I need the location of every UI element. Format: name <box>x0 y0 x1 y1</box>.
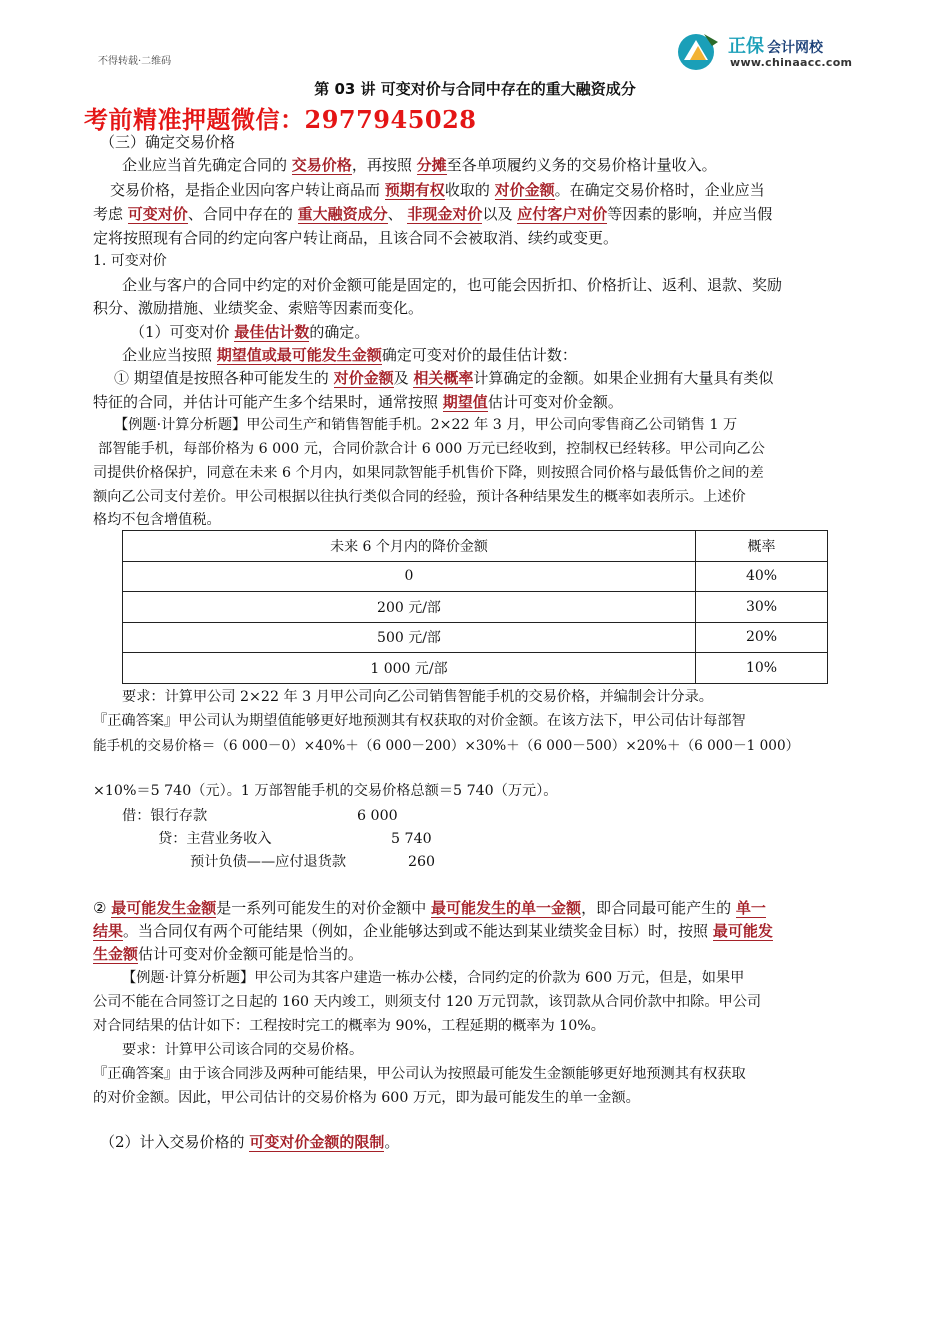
table-cell: 0 <box>123 561 696 592</box>
lecture-title: 第 03 讲 可变对价与合同中存在的重大融资成分 <box>314 80 636 98</box>
section-heading: （三）确定交易价格 <box>100 133 236 151</box>
brand-sub: 会计网校 <box>767 40 823 56</box>
key-term: 相关概率 <box>413 369 474 387</box>
paragraph-line: 积分、激励措施、业绩奖金、索赔等因素而变化。 <box>93 299 424 317</box>
key-term: 期望值或最可能发生金额 <box>216 346 382 364</box>
table-cell: 200 元/部 <box>123 592 696 623</box>
table-row <box>123 592 828 623</box>
table-cell: 20% <box>696 622 828 653</box>
paragraph-line: 考虑 可变对价、合同中存在的 重大融资成分、 非现金对价以及 应付客户对价等因素的影响，并应当假 <box>93 205 773 223</box>
example-line: 【例题·计算分析题】甲公司为其客户建造一栋办公楼，合同约定的价款为 600 万元，但是，如果甲 <box>122 970 745 986</box>
table-cell: 500 元/部 <box>123 622 696 653</box>
key-term: 可变对价金额的限制 <box>249 1133 385 1151</box>
answer-line: 『正确答案』甲公司认为期望值能够更好地预测其有权获取的对价金额。在该方法下，甲公司估计每部智 <box>93 713 746 729</box>
brand-url[interactable]: www.chinaacc.com <box>730 56 853 69</box>
table-header-row <box>123 531 828 562</box>
requirement-line: 要求：计算甲公司该合同的交易价格。 <box>122 1042 364 1058</box>
paragraph-line: 企业应当首先确定合同的 交易价格，再按照 分摊至各单项履约义务的交易价格计量收入。 <box>122 156 717 174</box>
section-heading: 1. 可变对价 <box>93 253 167 269</box>
answer-line: ×10%＝5 740（元）。1 万部智能手机的交易价格总额＝5 740（万元）。 <box>93 783 558 799</box>
table-cell: 30% <box>696 592 828 623</box>
key-term: 分摊 <box>416 156 447 174</box>
brand-logo[interactable] <box>676 30 866 72</box>
paragraph-line: 交易价格，是指企业因向客户转让商品而 预期有权收取的 对价金额。在确定交易价格时，企业应当 <box>110 181 765 199</box>
key-term: 非现金对价 <box>407 205 483 223</box>
key-term: 生金额 <box>93 945 139 963</box>
key-term: 预期有权 <box>384 181 445 199</box>
journal-amount: 5 740 <box>391 831 432 847</box>
paragraph-line: ② 最可能发生金额是一系列可能发生的对价金额中 最可能发生的单一金额，即合同最可能产生的 单一 <box>93 899 766 917</box>
answer-line: 『正确答案』由于该合同涉及两种可能结果，甲公司认为按照最可能发生金额能够更好地预测其有权获取 <box>93 1066 746 1082</box>
table-cell: 10% <box>696 653 828 684</box>
key-term: 最可能发生的单一金额 <box>431 899 582 917</box>
example-line: 部智能手机，每部价格为 6 000 元，合同价款合计 6 000 万元已经收到，控制权已经转移。甲公司向乙公 <box>98 441 765 457</box>
paragraph-line: 特征的合同，并估计可能产生多个结果时，通常按照 期望值估计可变对价金额。 <box>93 393 623 411</box>
table-row <box>123 561 828 592</box>
paragraph-line: 定将按照现有合同的约定向客户转让商品，且该合同不会被取消、续约或变更。 <box>93 229 619 247</box>
table-header: 概率 <box>696 531 828 562</box>
journal-entry-credit: 预计负债——应付退货款 <box>190 854 347 870</box>
key-term: 应付客户对价 <box>517 205 608 223</box>
paragraph-line: 企业与客户的合同中约定的对价金额可能是固定的，也可能会因折扣、价格折让、返利、退款、奖励 <box>122 276 783 294</box>
example-line: 额向乙公司支付差价。甲公司根据以往执行类似合同的经验，预计各种结果发生的概率如表所示。上述价 <box>93 489 746 505</box>
section-heading: （2）计入交易价格的 可变对价金额的限制。 <box>100 1133 400 1151</box>
brand-name: 正保 <box>728 36 764 57</box>
journal-entry-credit: 贷：主营业务收入 <box>158 831 272 847</box>
key-term: 交易价格 <box>291 156 352 174</box>
journal-amount: 6 000 <box>357 808 398 824</box>
key-term: 最可能发生金额 <box>111 899 217 917</box>
promo-banner: 考前精准押题微信：2977945028 <box>84 105 477 134</box>
answer-line: 的对价金额。因此，甲公司估计的交易价格为 600 万元，即为最可能发生的单一金额。 <box>93 1090 640 1106</box>
paragraph-line: ① 期望值是按照各种可能发生的 对价金额及 相关概率计算确定的金额。如果企业拥有大量具有类似 <box>114 369 774 387</box>
key-term: 可变对价 <box>127 205 188 223</box>
example-line: 司提供价格保护，同意在未来 6 个月内，如果同款智能手机售价下降，则按照合同价格与最低售价之间的差 <box>93 465 764 481</box>
header-note: 不得转载·二维码 <box>98 56 172 67</box>
requirement-line: 要求：计算甲公司 2×22 年 3 月甲公司向乙公司销售智能手机的交易价格，并编制会计分录。 <box>122 689 713 705</box>
example-line: 公司不能在合同签订之日起的 160 天内竣工，则须支付 120 万元罚款，该罚款从合同价款中扣除。甲公司 <box>93 994 762 1010</box>
key-term: 对价金额 <box>333 369 394 387</box>
answer-line: 能手机的交易价格＝（6 000－0）×40%＋（6 000－200）×30%＋（6 000－500）×20%＋（6 000－1 000） <box>93 738 800 754</box>
journal-entry-debit: 借：银行存款 <box>122 808 208 824</box>
paragraph-line: 结果。当合同仅有两个可能结果（例如，企业能够达到或不能达到某业绩奖金目标）时，按照 最可能发 <box>93 922 773 940</box>
paragraph-line: 生金额估计可变对价金额可能是恰当的。 <box>93 945 364 963</box>
table-header: 未来 6 个月内的降价金额 <box>123 531 696 562</box>
table-row <box>123 622 828 653</box>
key-term: 单一 <box>735 899 766 917</box>
key-term: 结果 <box>93 922 124 940</box>
probability-table <box>122 530 828 684</box>
key-term: 最佳估计数 <box>234 323 310 341</box>
key-term: 期望值 <box>442 393 488 411</box>
section-heading: （1）可变对价 最佳估计数的确定。 <box>130 323 370 341</box>
example-line: 对合同结果的估计如下：工程按时完工的概率为 90%，工程延期的概率为 10%。 <box>93 1018 605 1034</box>
table-cell: 40% <box>696 561 828 592</box>
brand-logo-icon <box>676 30 720 72</box>
example-line: 格均不包含增值税。 <box>93 512 221 528</box>
key-term: 对价金额 <box>494 181 555 199</box>
example-line: 【例题·计算分析题】甲公司生产和销售智能手机。2×22 年 3 月，甲公司向零售商乙公司销售 1 万 <box>114 417 738 433</box>
table-row <box>123 653 828 684</box>
paragraph-line: 企业应当按照 期望值或最可能发生金额确定可变对价的最佳估计数： <box>122 346 577 364</box>
key-term: 最可能发 <box>712 922 773 940</box>
table-cell: 1 000 元/部 <box>123 653 696 684</box>
journal-amount: 260 <box>408 854 436 870</box>
key-term: 重大融资成分 <box>297 205 388 223</box>
